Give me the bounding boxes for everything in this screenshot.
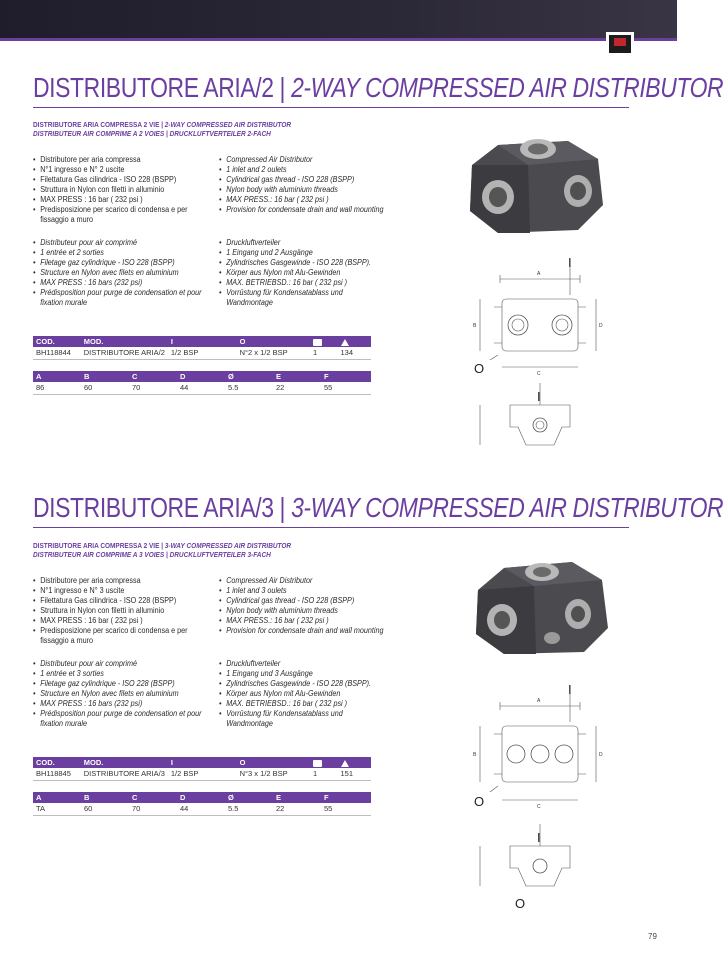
cell-pack: 1 — [310, 768, 338, 780]
cell-code: BH118845 — [33, 768, 81, 780]
cell-b: 60 — [81, 803, 129, 815]
drawing-label-inlet: I — [568, 682, 572, 697]
cell-weight: 134 — [338, 347, 372, 359]
title-rule — [33, 527, 629, 528]
subhead-fr-de: DISTRIBUTEUR AIR COMPRIME A 3 VOIES | DRUCKLUFTVERTEILER 3-FACH — [33, 550, 271, 559]
cell-diameter: 5.5 — [225, 803, 273, 815]
list-item: • Provision for condensate drain and wall mounting — [219, 626, 390, 636]
list-item: • 1 inlet and 2 oulets — [219, 165, 390, 175]
list-item: • Compressed Air Distributor — [219, 576, 390, 586]
subheading — [33, 541, 291, 559]
col-inlet: I — [168, 336, 237, 347]
table-header-row — [33, 336, 371, 347]
col-weight — [338, 336, 372, 347]
list-item: • Nylon body with aluminium threads — [219, 185, 390, 195]
col-diameter: Ø — [225, 792, 273, 803]
drawing-label-inlet: I — [568, 255, 572, 270]
subhead-italian: DISTRIBUTORE ARIA COMPRESSA 2 VIE | — [33, 120, 165, 129]
list-item: • MAX PRESS : 16 bar ( 232 psi ) — [33, 616, 204, 626]
section-title — [33, 72, 723, 104]
list-item: • Cylindrical gas thread - ISO 228 (BSPP) — [219, 596, 390, 606]
list-item: • Druckluftverteiler — [219, 659, 390, 669]
drawing-label-b: B — [473, 323, 477, 329]
list-item: • Structure en Nylon avec filets en aluminium — [33, 268, 204, 278]
cell-inlet: 1/2 BSP — [168, 768, 237, 780]
col-outlet: O — [237, 757, 310, 768]
cell-model: DISTRIBUTORE ARIA/3 — [81, 768, 168, 780]
list-item: • Vorrüstung für Kondensatablass und Wandmontage — [219, 709, 390, 729]
col-pack — [310, 757, 338, 768]
subhead-english: 2-WAY COMPRESSED AIR DISTRIBUTOR — [164, 120, 292, 129]
list-item: • Filettatura Gas cilindrica - ISO 228 (BSPP) — [33, 175, 204, 185]
technical-drawing-3way — [470, 682, 620, 912]
list-item: • Prédisposition pour purge de condensation et pour fixation murale — [33, 709, 204, 729]
top-band — [0, 0, 677, 38]
drawing-label-outlet-side: O — [515, 896, 526, 911]
col-f: F — [321, 792, 371, 803]
list-item: • 1 entrée et 2 sorties — [33, 248, 204, 258]
cell-d: 44 — [177, 803, 225, 815]
cell-b: 60 — [81, 382, 129, 394]
col-a: A — [33, 792, 81, 803]
page-number: 79 — [648, 932, 657, 941]
cell-code: BH118844 — [33, 347, 81, 359]
cell-e: 22 — [273, 382, 321, 394]
list-item: • Struttura in Nylon con filetti in alluminio — [33, 606, 204, 616]
col-mod: MOD. — [81, 336, 168, 347]
title-rule — [33, 107, 629, 108]
dimensions-table — [33, 792, 371, 816]
list-item: • Distributore per aria compressa — [33, 576, 204, 586]
col-inlet: I — [168, 757, 237, 768]
technical-drawing-2way — [470, 255, 620, 465]
cell-f: 55 — [321, 382, 371, 394]
weight-icon — [341, 339, 349, 346]
list-item: • Prédisposition pour purge de condensation et pour fixation murale — [33, 288, 204, 308]
col-d: D — [177, 371, 225, 382]
table-row — [33, 803, 371, 815]
drawing-label-inlet-side: I — [537, 830, 541, 845]
list-item: • Filettatura Gas cilindrica - ISO 228 (BSPP) — [33, 596, 204, 606]
cell-outlet: N°2 x 1/2 BSP — [237, 347, 310, 359]
top-band-accent-line — [0, 38, 677, 41]
list-item: • MAX PRESS.: 16 bar ( 232 psi ) — [219, 616, 390, 626]
dimensions-table — [33, 371, 371, 395]
col-e: E — [273, 371, 321, 382]
col-e: E — [273, 792, 321, 803]
drawing-label-d: D — [599, 752, 603, 758]
list-item: • Cylindrical gas thread - ISO 228 (BSPP) — [219, 175, 390, 185]
list-item: • 1 Eingang und 2 Ausgänge — [219, 248, 390, 258]
title-italic: 3-WAY COMPRESSED AIR DISTRIBUTOR — [291, 492, 723, 523]
list-item: • Vorrüstung für Kondensatablass und Wandmontage — [219, 288, 390, 308]
col-cod: COD. — [33, 336, 81, 347]
title-italic: 2-WAY COMPRESSED AIR DISTRIBUTOR — [291, 72, 723, 103]
cell-diameter: 5.5 — [225, 382, 273, 394]
list-item: • Distributeur pour air comprimé — [33, 659, 204, 669]
logo-red-emblem-icon — [614, 38, 626, 46]
list-item: • Predisposizione per scarico di condensa e per fissaggio a muro — [33, 626, 204, 646]
list-item: • Filetage gaz cylindrique - ISO 228 (BSPP) — [33, 258, 204, 268]
list-item: • Zylindrisches Gasgewinde - ISO 228 (BSPP). — [219, 258, 390, 268]
bullets-italian — [33, 576, 204, 646]
col-a: A — [33, 371, 81, 382]
list-item: • Druckluftverteiler — [219, 238, 390, 248]
drawing-label-outlet: O — [474, 361, 485, 376]
drawing-label-c: C — [537, 804, 541, 810]
product-table — [33, 336, 371, 360]
cell-inlet: 1/2 BSP — [168, 347, 237, 359]
subhead-fr-de: DISTRIBUTEUR AIR COMPRIME A 2 VOIES | DRUCKLUFTVERTEILER 2-FACH — [33, 129, 271, 138]
list-item: • Körper aus Nylon mit Alu-Gewinden — [219, 689, 390, 699]
cell-outlet: N°3 x 1/2 BSP — [237, 768, 310, 780]
col-outlet: O — [237, 336, 310, 347]
cell-pack: 1 — [310, 347, 338, 359]
package-icon — [313, 339, 322, 346]
list-item: • 1 inlet and 3 oulets — [219, 586, 390, 596]
col-f: F — [321, 371, 371, 382]
drawing-label-b: B — [473, 752, 477, 758]
drawing-label-d: D — [599, 323, 603, 329]
bullets-german — [219, 659, 390, 729]
product-table — [33, 757, 371, 781]
list-item: • MAX. BETRIEBSD.: 16 bar ( 232 psi ) — [219, 278, 390, 288]
subheading — [33, 120, 291, 138]
list-item: • MAX PRESS : 16 bars (232 psi) — [33, 699, 204, 709]
section-title — [33, 492, 723, 524]
list-item: • Provision for condensate drain and wall mounting — [219, 205, 390, 215]
col-pack — [310, 336, 338, 347]
col-c: C — [129, 792, 177, 803]
product-photo-2way — [458, 125, 618, 245]
col-b: B — [81, 371, 129, 382]
list-item: • Nylon body with aluminium threads — [219, 606, 390, 616]
list-item: • N°1 ingresso e N° 2 uscite — [33, 165, 204, 175]
col-diameter: Ø — [225, 371, 273, 382]
subhead-italian: DISTRIBUTORE ARIA COMPRESSA 2 VIE | — [33, 541, 165, 550]
list-item: • Distributeur pour air comprimé — [33, 238, 204, 248]
list-item: • MAX PRESS.: 16 bar ( 232 psi ) — [219, 195, 390, 205]
cell-e: 22 — [273, 803, 321, 815]
table-row — [33, 768, 371, 780]
col-d: D — [177, 792, 225, 803]
list-item: • MAX PRESS : 16 bars (232 psi) — [33, 278, 204, 288]
col-b: B — [81, 792, 129, 803]
cell-a: 86 — [33, 382, 81, 394]
bullets-german — [219, 238, 390, 308]
package-icon — [313, 760, 322, 767]
list-item: • N°1 ingresso e N° 3 uscite — [33, 586, 204, 596]
list-item: • Structure en Nylon avec filets en aluminium — [33, 689, 204, 699]
table-row — [33, 347, 371, 359]
col-cod: COD. — [33, 757, 81, 768]
col-mod: MOD. — [81, 757, 168, 768]
drawing-label-inlet-side: I — [537, 389, 541, 404]
table-header-row — [33, 371, 371, 382]
cell-c: 70 — [129, 382, 177, 394]
subhead-english: 3-WAY COMPRESSED AIR DISTRIBUTOR — [164, 541, 292, 550]
cell-a: TA — [33, 803, 81, 815]
bullets-french — [33, 238, 204, 308]
col-c: C — [129, 371, 177, 382]
cell-d: 44 — [177, 382, 225, 394]
bullets-italian — [33, 155, 204, 225]
drawing-label-a: A — [537, 698, 541, 704]
product-photo-3way — [468, 546, 618, 666]
list-item: • MAX PRESS : 16 bar ( 232 psi ) — [33, 195, 204, 205]
title-main: DISTRIBUTORE ARIA/3 | — [33, 492, 292, 523]
table-header-row — [33, 757, 371, 768]
list-item: • Filetage gaz cylindrique - ISO 228 (BSPP) — [33, 679, 204, 689]
bullets-english — [219, 155, 390, 215]
list-item: • 1 Eingang und 3 Ausgänge — [219, 669, 390, 679]
cell-f: 55 — [321, 803, 371, 815]
drawing-label-a: A — [537, 271, 541, 277]
list-item: • Predisposizione per scarico di condensa e per fissaggio a muro — [33, 205, 204, 225]
list-item: • Zylindrisches Gasgewinde - ISO 228 (BSPP). — [219, 679, 390, 689]
list-item: • Struttura in Nylon con filetti in alluminio — [33, 185, 204, 195]
list-item: • Compressed Air Distributor — [219, 155, 390, 165]
brand-logo — [606, 32, 634, 62]
bullets-english — [219, 576, 390, 636]
title-main: DISTRIBUTORE ARIA/2 | — [33, 72, 292, 103]
drawing-label-c: C — [537, 371, 541, 377]
cell-model: DISTRIBUTORE ARIA/2 — [81, 347, 168, 359]
table-header-row — [33, 792, 371, 803]
list-item: • 1 entrée et 3 sorties — [33, 669, 204, 679]
list-item: • Körper aus Nylon mit Alu-Gewinden — [219, 268, 390, 278]
col-weight — [338, 757, 372, 768]
cell-weight: 151 — [338, 768, 372, 780]
weight-icon — [341, 760, 349, 767]
cell-c: 70 — [129, 803, 177, 815]
list-item: • MAX. BETRIEBSD.: 16 bar ( 232 psi ) — [219, 699, 390, 709]
list-item: • Distributore per aria compressa — [33, 155, 204, 165]
bullets-french — [33, 659, 204, 729]
table-row — [33, 382, 371, 394]
drawing-label-outlet: O — [474, 794, 485, 809]
